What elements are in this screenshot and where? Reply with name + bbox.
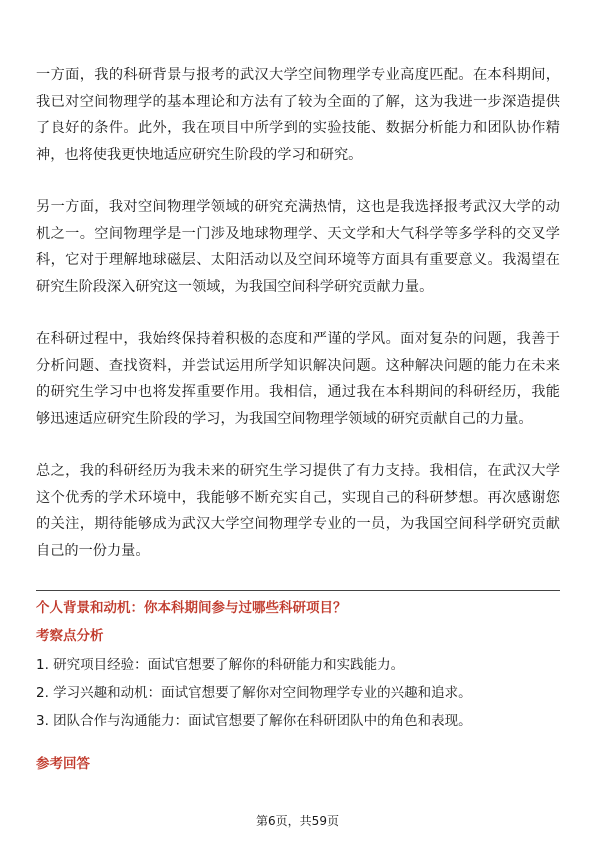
section-divider bbox=[36, 590, 560, 591]
paragraph-2: 另一方面，我对空间物理学领域的研究充满热情，这也是我选择报考武汉大学的动机之一。空间物理学是一门涉及地球物理学、天文学和大气科学等多学科的交叉学科，它对于理解地球磁层、太阳活动以及空间环境等方面具有重要意义。我渴望在研究生阶段深入研究这一领域，为我国空间科学研究贡献力量。 bbox=[36, 199, 560, 295]
list-item: 2. 学习兴趣和动机：面试官想要了解你对空间物理学专业的兴趣和追求。 bbox=[36, 685, 472, 701]
paragraph-4: 总之，我的科研经历为我未来的研究生学习提供了有力支持。我相信，在武汉大学这个优秀的学术环境中，我能够不断充实自己，实现自己的科研梦想。再次感谢您的关注，期待能够成为武汉大学空间物理学专业的一员，为我国空间科学研究贡献自己的一份力量。 bbox=[36, 463, 560, 559]
analysis-list bbox=[36, 651, 560, 735]
document-body bbox=[36, 62, 560, 779]
paragraph-3: 在科研过程中，我始终保持着积极的态度和严谨的学风。面对复杂的问题，我善于分析问题、查找资料，并尝试运用所学知识解决问题。这种解决问题的能力在未来的研究生学习中也将发挥重要作用。我相信，通过我在本科期间的科研经历，我能够迅速适应研究生阶段的学习，为我国空间物理学领域的研究贡献自己的力量。 bbox=[36, 331, 560, 427]
paragraph-1: 一方面，我的科研背景与报考的武汉大学空间物理学专业高度匹配。在本科期间，我已对空间物理学的基本理论和方法有了较为全面的了解，这为我进一步深造提供了良好的条件。此外，我在项目中所学到的实验技能、数据分析能力和团队协作精神，也将使我更快地适应研究生阶段的学习和研究。 bbox=[36, 67, 560, 163]
list-item: 1. 研究项目经验：面试官想要了解你的科研能力和实践能力。 bbox=[36, 657, 405, 673]
list-item: 3. 团队合作与沟通能力：面试官想要了解你在科研团队中的角色和表现。 bbox=[36, 713, 472, 729]
analysis-heading: 考察点分析 bbox=[36, 628, 104, 644]
page-footer: 第6页，共59页 bbox=[256, 814, 339, 828]
reference-answer-heading: 参考回答 bbox=[36, 756, 90, 772]
question-heading: 个人背景和动机：你本科期间参与过哪些科研项目？ bbox=[36, 600, 347, 616]
